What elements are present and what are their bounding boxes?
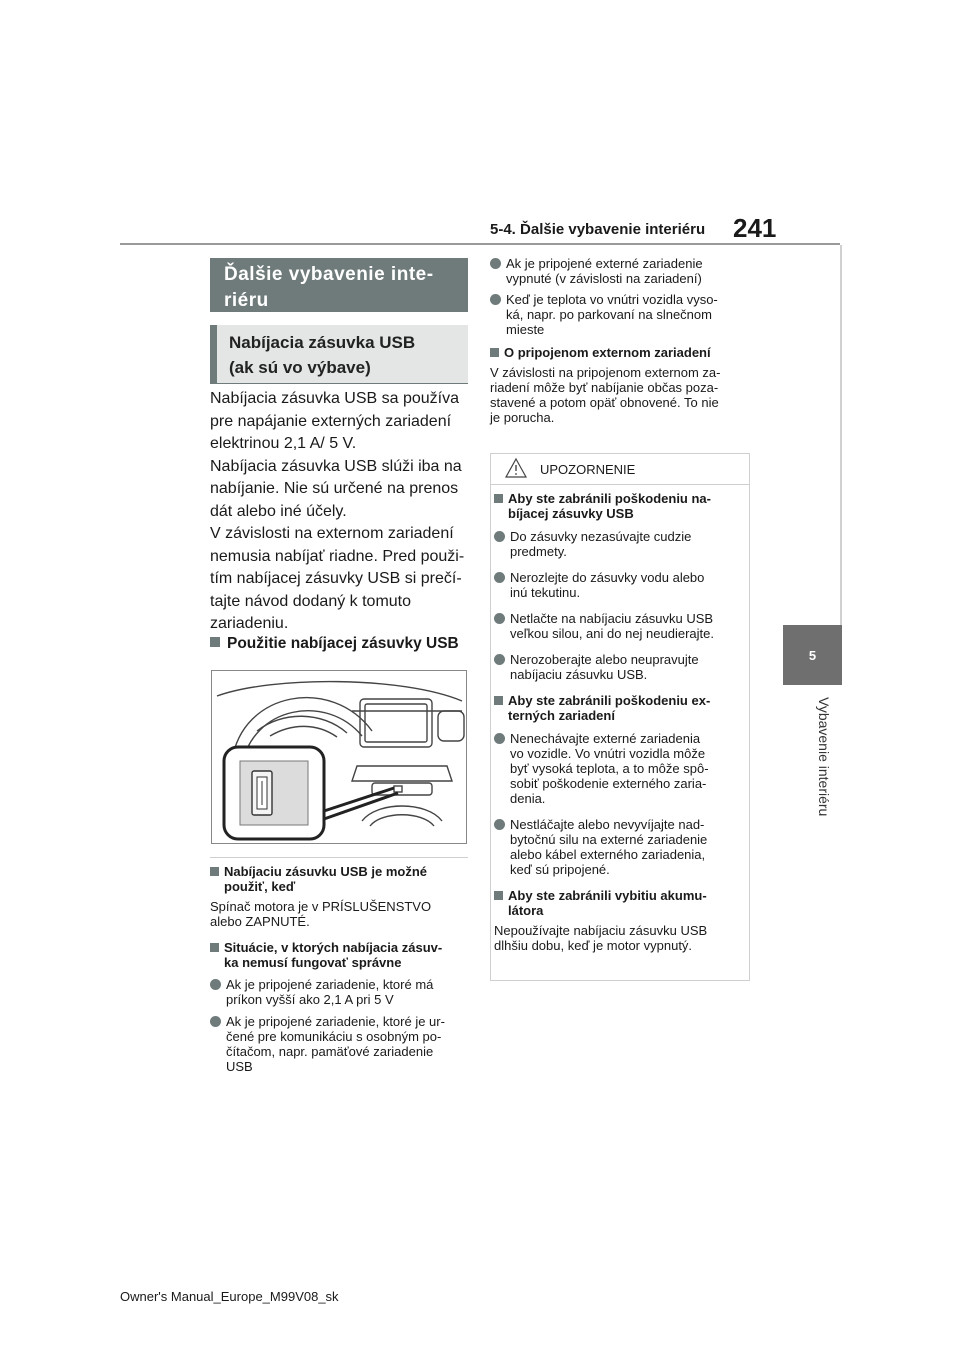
square-bullet-icon <box>490 348 499 357</box>
text-line: byť vysoká teplota, a to môže spô- <box>510 761 709 776</box>
text-line: mieste <box>506 322 545 337</box>
round-bullet-icon <box>210 979 221 990</box>
round-bullet-icon <box>490 294 501 305</box>
text-line: inú tekutinu. <box>510 585 581 600</box>
section-heading-line: Ďalšie vybavenie inte- <box>224 264 434 285</box>
text-line: Nenechávajte externé zariadenia <box>510 731 701 746</box>
text-line: ká, napr. po parkovaní na slnečnom <box>506 307 712 322</box>
connected-text <box>490 365 752 425</box>
text-line: Keď je teplota vo vnútri vozidla vyso- <box>506 292 718 307</box>
text-line: Nestláčajte alebo nevyvíjajte nad- <box>510 817 705 832</box>
header-section-title: 5-4. Ďalšie vybavenie interiéru <box>490 221 706 238</box>
dashboard-drawing-icon <box>212 671 467 844</box>
warning-triangle-icon <box>504 457 528 479</box>
when-heading <box>210 864 472 894</box>
heading-line: Aby ste zabránili poškodeniu na- <box>508 491 711 506</box>
page-number: 241 <box>733 213 777 243</box>
text-line: príkon vyšší ako 2,1 A pri 5 V <box>226 992 394 1007</box>
heading-line: látora <box>508 903 544 918</box>
square-bullet-icon <box>210 637 220 647</box>
lead-line: elektrinou 2,1 A/ 5 V. <box>210 435 357 452</box>
text-line: čené pre komunikáciu s osobným po- <box>226 1029 442 1044</box>
text-line: Nepoužívajte nabíjaciu zásuvku USB <box>494 923 708 938</box>
heading-line: O pripojenom externom zariadení <box>504 345 711 360</box>
when-text <box>210 899 472 929</box>
lead-line: zariadeniu. <box>210 615 289 632</box>
lead-line: nemusia nabíjať riadne. Pred použi- <box>210 547 465 565</box>
sub-heading-line: (ak sú vo výbave) <box>229 358 371 377</box>
text-line: Nerozoberajte alebo neupravujte <box>510 652 699 667</box>
heading-line: Situácie, v ktorých nabíjacia zásuv- <box>224 940 443 955</box>
lead-line: nabíjanie. Nie sú určené na prenos <box>210 480 459 497</box>
list-item <box>494 611 744 641</box>
list-item <box>494 817 744 877</box>
text-line: vo vozidle. Vo vnútri vozidla môže <box>510 746 706 761</box>
list-item <box>210 1014 472 1074</box>
text-line: predmety. <box>510 544 567 559</box>
text-line: Ak je pripojené zariadenie, ktoré má <box>226 977 434 992</box>
lead-line: tím nabíjacej zásuvky USB si prečí- <box>210 570 462 587</box>
text-line: Ak je pripojené zariadenie, ktoré je ur- <box>226 1014 445 1029</box>
heading-line: Nabíjaciu zásuvku USB je možné <box>224 864 428 879</box>
text-line: V závislosti na pripojenom externom za- <box>490 365 721 380</box>
text-line: riadení môže byť nabíjanie občas poza- <box>490 380 719 395</box>
lead-line: V závislosti na externom zariadení <box>210 525 454 542</box>
lead-paragraph <box>210 388 472 636</box>
round-bullet-icon <box>494 531 505 542</box>
when-block <box>210 864 472 929</box>
usage-heading-text: Použitie nabíjacej zásuvky USB <box>227 635 459 652</box>
round-bullet-icon <box>494 733 505 744</box>
text-line: sobiť poškodenie externého zaria- <box>510 776 707 791</box>
warning-title: UPOZORNENIE <box>540 462 636 477</box>
text-line: Ak je pripojené externé zariadenie <box>506 256 703 271</box>
divider <box>210 857 468 858</box>
sub-heading-line: Nabíjacia zásuvka USB <box>229 333 416 352</box>
round-bullet-icon <box>494 819 505 830</box>
square-bullet-icon <box>494 494 503 503</box>
side-divider <box>840 245 842 625</box>
text-line: Spínač motora je v PRÍSLUŠENSTVO <box>210 899 432 914</box>
text-line: keď sú pripojené. <box>510 862 610 877</box>
text-line: stavené a potom opäť obnovené. To nie <box>490 395 719 410</box>
round-bullet-icon <box>210 1016 221 1027</box>
heading-line: terných zariadení <box>508 708 615 723</box>
footer-text: Owner's Manual_Europe_M99V08_sk <box>120 1289 339 1304</box>
lead-line: tajte návod dodaný k tomuto <box>210 592 412 610</box>
text-line: Do zásuvky nezasúvajte cudzie <box>510 529 692 544</box>
warning-title-rule <box>490 484 750 485</box>
warning-group-heading <box>494 491 744 521</box>
text-line: nabíjaciu zásuvku USB. <box>510 667 648 682</box>
round-bullet-icon <box>494 572 505 583</box>
heading-line: ka nemusí fungovať správne <box>224 955 402 970</box>
chapter-tab: 5 <box>783 625 842 685</box>
list-item <box>494 731 744 806</box>
lead-line: Nabíjacia zásuvka USB sa používa <box>210 390 460 407</box>
section-heading <box>210 258 468 312</box>
text-line: alebo ZAPNUTÉ. <box>210 914 310 929</box>
lead-line: dát alebo iné účely. <box>210 502 347 520</box>
usb-socket-illustration <box>211 670 467 844</box>
warning-content <box>494 491 744 953</box>
warning-group-text <box>494 923 744 953</box>
text-line: veľkou silou, ani do nej neudierajte. <box>510 626 714 641</box>
heading-line: použiť, keď <box>224 879 296 894</box>
text-line: denia. <box>510 791 546 806</box>
lead-line: Nabíjacia zásuvka USB slúži iba na <box>210 457 462 475</box>
round-bullet-icon <box>490 258 501 269</box>
square-bullet-icon <box>210 867 219 876</box>
text-line: alebo kábel externého zariadenia, <box>510 847 706 862</box>
round-bullet-icon <box>494 654 505 665</box>
square-bullet-icon <box>494 696 503 705</box>
round-bullet-icon <box>494 613 505 624</box>
warning-group-heading <box>494 693 744 723</box>
section-heading-line: riéru <box>224 290 269 311</box>
situations-heading <box>210 940 472 970</box>
text-line: čítačom, napr. pamäťové zariadenie <box>226 1044 434 1059</box>
lead-line: pre napájanie externých zariadení <box>210 412 452 430</box>
text-line: dlhšiu dobu, keď je motor vypnutý. <box>494 938 693 953</box>
sub-heading-rule <box>210 383 468 384</box>
list-item <box>490 256 752 286</box>
text-line: Netlačte na nabíjaciu zásuvku USB <box>510 611 714 626</box>
list-item <box>210 977 472 1007</box>
heading-line: Aby ste zabránili vybitiu akumu- <box>508 888 707 903</box>
header-rule <box>120 243 840 245</box>
text-line: USB <box>226 1059 253 1074</box>
warning-group-heading <box>494 888 744 918</box>
heading-line: Aby ste zabránili poškodeniu ex- <box>508 693 711 708</box>
sub-heading <box>210 325 468 383</box>
usage-heading <box>210 635 459 653</box>
text-line: vypnuté (v závislosti na zariadení) <box>506 271 702 286</box>
connected-heading <box>490 345 752 360</box>
right-top-block <box>490 256 752 425</box>
list-item <box>494 570 744 600</box>
list-item <box>494 529 744 559</box>
text-line: Nerozlejte do zásuvky vodu alebo <box>510 570 705 585</box>
list-item <box>494 652 744 682</box>
square-bullet-icon <box>494 891 503 900</box>
text-line: bytočnú silu na externé zariadenie <box>510 832 708 847</box>
heading-line: bíjacej zásuvky USB <box>508 506 634 521</box>
chapter-title: Vybavenie interiéru <box>816 697 832 817</box>
square-bullet-icon <box>210 943 219 952</box>
text-line: je porucha. <box>490 410 555 425</box>
list-item <box>490 292 752 337</box>
situations-block <box>210 940 472 1074</box>
